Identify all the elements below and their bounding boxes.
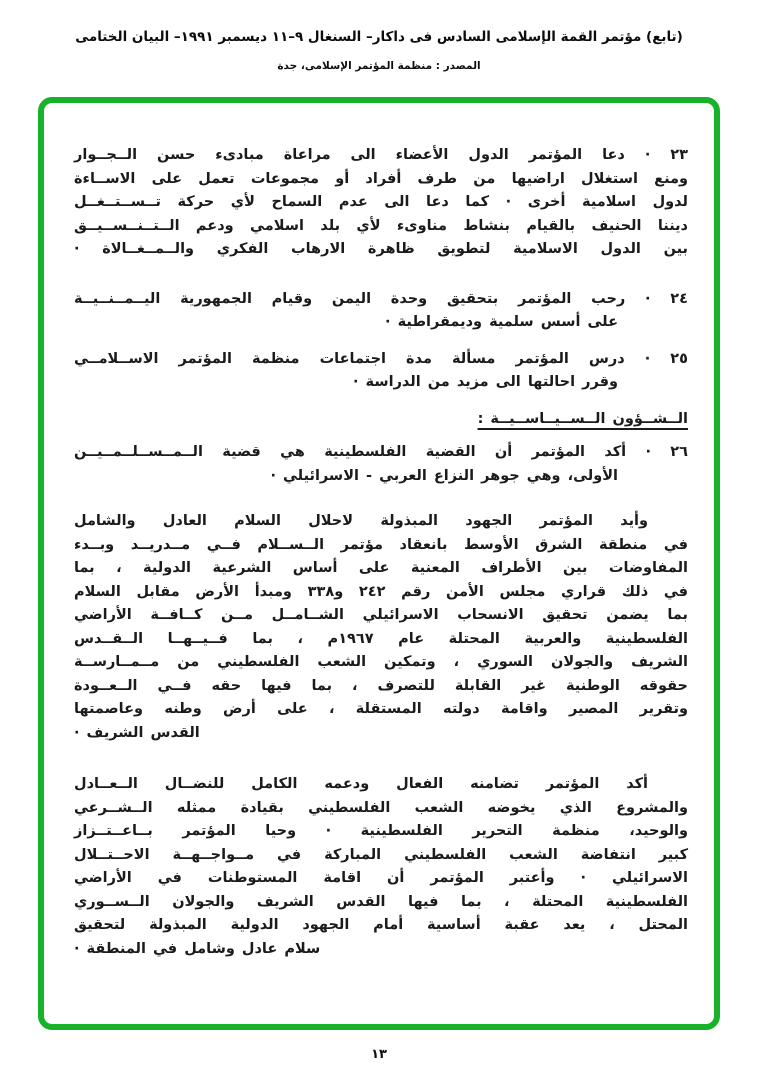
text-line: الفلسطينية والعربية المحتلة عام ١٩٦٧م ، بما فــيــهــا الــقــدس <box>74 630 688 647</box>
text-line: المحتل ، يعد عقبة أساسية أمام الجهود الدولية المبذولة لتحقيق <box>74 917 688 933</box>
text-line: ديننا الحنيف بالقيام بنشاط مناوىء لأي بلد اسلامي ودعم الــتــنــســيــق <box>74 217 688 234</box>
text-line: الفلسطينية المحتلة ، بما فيها القدس الشريف والجولان الــســوري <box>74 893 688 910</box>
text-line: والوحيد، منظمة التحرير الفلسطينية · وحيا المؤتمر بــاعــتــزاز <box>74 823 688 839</box>
text-line: الشريف والجولان السوري ، وتمكين الشعب الفلسطيني من مــمــارســة <box>74 654 688 670</box>
document-body <box>74 144 688 961</box>
green-frame <box>38 97 720 1030</box>
para-25 <box>74 348 688 395</box>
text-line: في ذلك قراري مجلس الأمن رقم ٢٤٢ و٣٣٨ ومبدأ الأرض مقابل السلام <box>74 583 688 600</box>
text-line: والمشروع الذي يخوضه الشعب الفلسطيني بقيادة ممثله الــشــرعي <box>74 799 688 816</box>
document-source: المصدر : منظمة المؤتمر الإسلامى، جدة <box>277 60 481 72</box>
text-line: سلام عادل وشامل في المنطقة · <box>74 940 321 957</box>
text-line: في منطقة الشرق الأوسط بانعقاد مؤتمر الــســلام فــي مــدريــد وبــدء <box>74 536 688 553</box>
text-line: بين الدول الاسلامية لتطويق ظاهرة الارهاب الفكري والــمــغــالاة · <box>74 241 688 257</box>
text-line: الــشــؤون الــســيــاســيــة : <box>477 410 688 427</box>
text-line: كبير انتفاضة الشعب الفلسطيني المباركة في مــواجــهــة الاحــتــلال <box>74 846 688 863</box>
text-line: الاسرائيلي · وأعتبر المؤتمر أن اقامة المستوطنات في الأراضي <box>74 870 688 886</box>
text-line: المفاوضات بين الأطراف المعنية على أساس الشرعية الدولية ، بما <box>74 560 688 576</box>
para-solidarity <box>74 773 688 961</box>
text-line: ٢٥ · درس المؤتمر مسألة مدة اجتماعات منظمة المؤتمر الاســلامــي <box>74 350 688 367</box>
text-line: بما يضمن تحقيق الانسحاب الاسرائيلي الشــامــل مــن كــافــة الأراضي <box>74 607 688 623</box>
text-line: حقوقه الوطنية غير القابلة للتصرف ، بما فيها حقه فــي الــعــودة <box>74 677 688 694</box>
document-title: (تابع) مؤتمر القمة الإسلامى السادس فى داكار– السنغال ٩–١١ ديسمبر ١٩٩١– البيان الختامى <box>75 29 683 45</box>
text-line: القدس الشريف · <box>74 724 200 741</box>
para-26 <box>74 441 688 488</box>
text-line: على أسس سلمية وديمقراطية · <box>385 314 618 330</box>
text-line: الأولى، وهي جوهر النزاع العربي - الاسرائيلي · <box>270 467 618 484</box>
text-line: ٢٣ · دعا المؤتمر الدول الأعضاء الى مراعاة مبادىء حسن الــجــوار <box>74 147 688 163</box>
para-24 <box>74 288 688 335</box>
text-line: ومنع استغلال اراضيها من طرف أفراد أو مجموعات تعمل على الاســاءة <box>74 170 688 187</box>
text-line: أكد المؤتمر تضامنه الفعال ودعمه الكامل للنضــال الــعــادل <box>74 776 648 792</box>
para-23 <box>74 144 688 262</box>
text-line: وتقرير المصير واقامة دولته المستقلة ، على أرض وطنه وعاصمتها <box>74 701 688 717</box>
text-line: لدول اسلامية أخرى · كما دعا الى عدم السماح لأي حركة تــســتــغــل <box>74 194 688 210</box>
text-line: وقرر احالتها الى مزيد من الدراسة · <box>352 374 618 390</box>
section-heading-political-affairs <box>74 408 688 432</box>
text-line: ٢٦ · أكد المؤتمر أن القضية الفلسطينية هي قضية الــمــســلــمــيــن <box>74 444 688 460</box>
page-number: ١٣ <box>371 1047 387 1062</box>
para-peace-efforts <box>74 510 688 745</box>
text-line: وأيد المؤتمر الجهود المبذولة لاحلال السلام العادل والشامل <box>74 513 648 529</box>
text-line: ٢٤ · رحب المؤتمر بتحقيق وحدة اليمن وقيام الجمهورية اليــمــنــيــة <box>74 290 688 307</box>
